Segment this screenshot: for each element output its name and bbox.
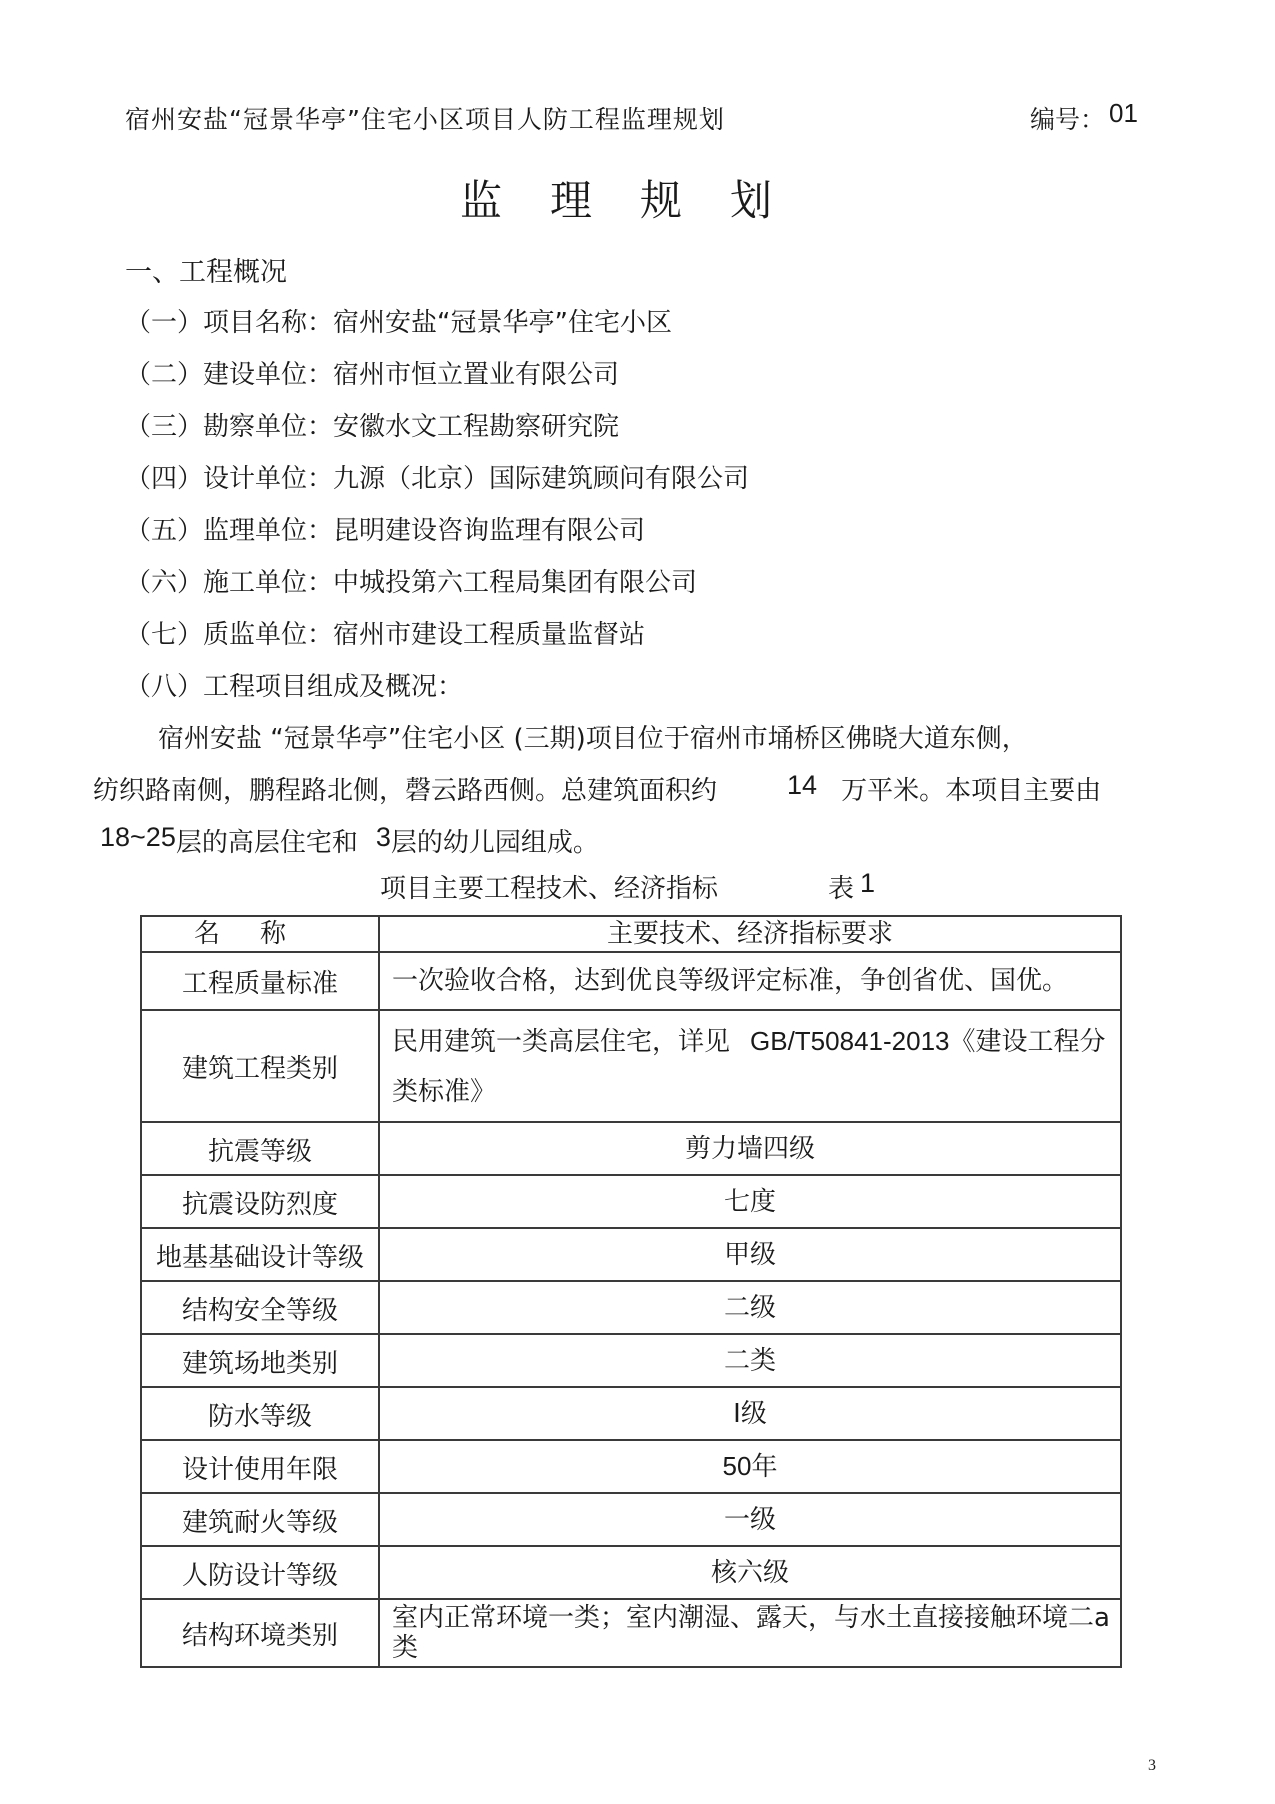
document-number-value: 01 [1109, 98, 1138, 128]
total-area-value: 14 [787, 770, 818, 800]
table-row: 设计使用年限 50年 [141, 1440, 1121, 1493]
header-title: 宿州安盐“冠景华亭”住宅小区项目人防工程监理规划 [125, 105, 725, 134]
section-heading: 一、工程概况 [125, 257, 287, 288]
paragraph-line-1: 宿州安盐 “冠景华亭”住宅小区 (三期)项目位于宿州市埇桥区佛晓大道东侧， [158, 724, 1028, 754]
info-client: （二）建设单位：宿州市恒立置业有限公司 [125, 360, 620, 390]
table-caption-text: 项目主要工程技术、经济指标 [380, 874, 719, 904]
table-row: 抗震设防烈度 七度 [141, 1175, 1121, 1228]
table-row: 结构环境类别 室内正常环境一类；室内潮湿、露天，与水土直接接触环境二a类 [141, 1599, 1121, 1667]
page-number: 3 [1148, 1757, 1156, 1774]
info-project-name: （一）项目名称：宿州安盐“冠景华亭”住宅小区 [125, 308, 672, 338]
info-quality-unit: （七）质监单位：宿州市建设工程质量监督站 [125, 620, 646, 650]
document-number-label: 编号： [1030, 105, 1106, 134]
paragraph-line-2: 纺织路南侧，鹏程路北侧，磬云路西侧。总建筑面积约 14 万平米。本项目主要由 [93, 770, 1102, 806]
table-header-value: 主要技术、经济指标要求 [379, 916, 1121, 952]
main-title: 监理规划 [460, 176, 821, 225]
table-number: 1 [860, 868, 876, 898]
table-header-name: 名称 [141, 916, 379, 952]
table-row: 人防设计等级 核六级 [141, 1546, 1121, 1599]
info-design-unit: （四）设计单位：九源（北京）国际建筑顾问有限公司 [125, 464, 750, 494]
table-header-row [141, 916, 1121, 952]
standard-code: GB/T50841-2013 [750, 1025, 950, 1056]
document-number [1030, 100, 1138, 136]
kindergarten-floors-value: 3 [375, 822, 391, 852]
table-row: 工程质量标准 一次验收合格，达到优良等级评定标准，争创省优、国优。 [141, 952, 1121, 1010]
info-construction-unit: （六）施工单位：中城投第六工程局集团有限公司 [125, 568, 698, 598]
info-survey-unit: （三）勘察单位：安徽水文工程勘察研究院 [125, 412, 620, 442]
info-project-composition: （八）工程项目组成及概况： [125, 672, 464, 702]
info-supervision-unit: （五）监理单位：昆明建设咨询监理有限公司 [125, 516, 646, 546]
table-row: 抗震等级 剪力墙四级 [141, 1122, 1121, 1175]
floors-range-value: 18~25 [100, 822, 176, 852]
table-row: 结构安全等级 二级 [141, 1281, 1121, 1334]
paragraph-line-3: 18~25层的高层住宅和 3层的幼儿园组成。 [100, 822, 599, 858]
table-row: 建筑场地类别 二类 [141, 1334, 1121, 1387]
table-row: 地基基础设计等级 甲级 [141, 1228, 1121, 1281]
table-caption [380, 868, 875, 905]
spec-table [140, 915, 1122, 1668]
table-label: 表 [828, 874, 855, 904]
table-row: 建筑耐火等级 一级 [141, 1493, 1121, 1546]
table-row: 建筑工程类别 民用建筑一类高层住宅，详见 GB/T50841-2013《建设工程分类标准》 [141, 1010, 1121, 1122]
table-row: 防水等级 Ⅰ级 [141, 1387, 1121, 1440]
